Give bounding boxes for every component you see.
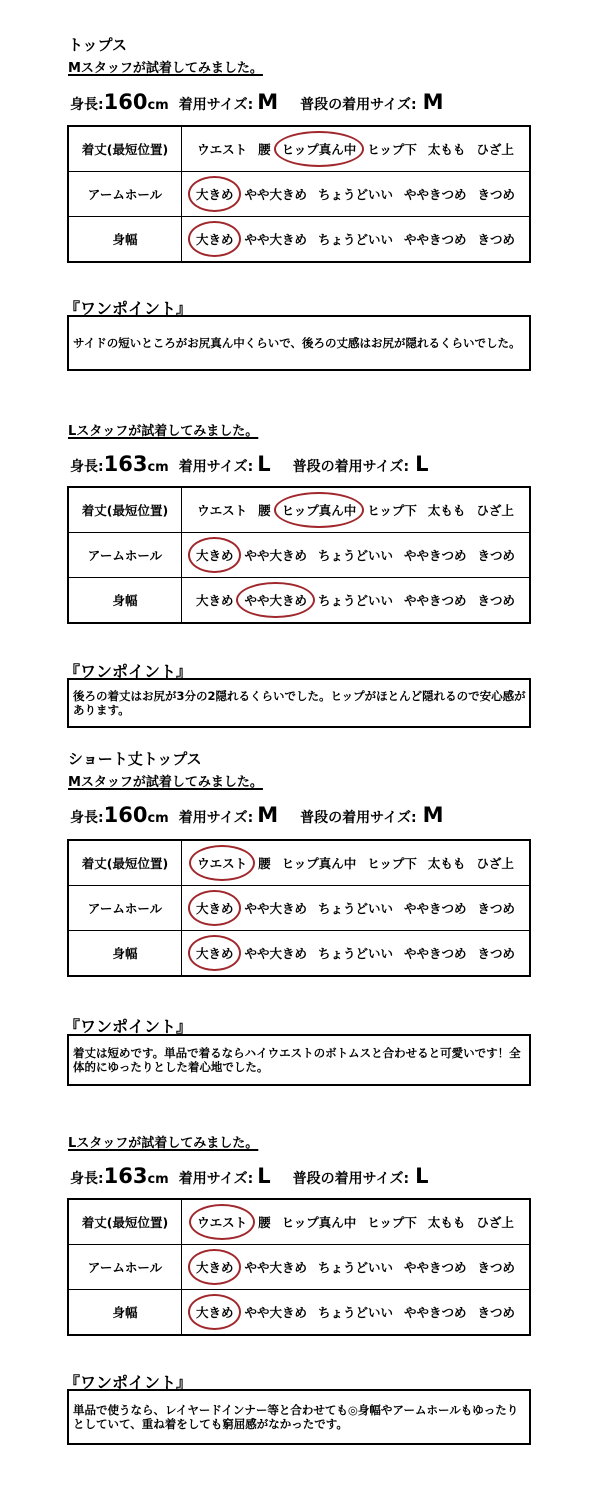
height-label: 身長: <box>70 810 104 826</box>
option: きつめ <box>477 901 516 916</box>
usual-size-value: M <box>422 803 444 827</box>
row-options <box>182 217 531 263</box>
option: きつめ <box>477 232 516 247</box>
row-label: 身幅 <box>68 578 182 624</box>
height-value: 160 <box>103 803 148 827</box>
row-options <box>182 126 531 172</box>
staff-heading: Mスタッフが試着してみました。 <box>68 61 263 76</box>
row-label: 着丈(最短位置) <box>68 840 182 886</box>
height-label: 身長: <box>70 97 104 113</box>
table-row <box>68 533 530 578</box>
option: 太もも <box>427 1215 466 1230</box>
usual-size-label: 普段の着用サイズ: <box>292 1171 410 1187</box>
option: ヒップ下 <box>367 142 417 157</box>
option: ややきつめ <box>404 548 467 563</box>
table-row <box>68 172 530 217</box>
row-label: 着丈(最短位置) <box>68 126 182 172</box>
option-selected: 大きめ <box>195 901 234 916</box>
size-value: M <box>257 90 279 114</box>
option: ちょうどいい <box>317 901 393 916</box>
option: ちょうどいい <box>317 1260 393 1275</box>
size-value: M <box>257 803 279 827</box>
option: ややきつめ <box>404 232 467 247</box>
option: ちょうどいい <box>317 946 393 961</box>
option-selected: ウエスト <box>197 856 248 871</box>
option-selected: ヒップ真ん中 <box>281 503 357 518</box>
option-selected: 大きめ <box>195 548 234 563</box>
row-label: 身幅 <box>68 931 182 977</box>
size-label: 着用サイズ: <box>178 97 254 113</box>
row-options <box>182 840 531 886</box>
note-text: サイドの短いところがお尻真ん中くらいで、後ろの丈感はお尻が隠れるくらいでした。 <box>73 336 521 350</box>
fit-table <box>67 839 531 977</box>
option: ややきつめ <box>404 1305 467 1320</box>
option: やや大きめ <box>244 901 307 916</box>
option: ややきつめ <box>404 946 467 961</box>
note-box <box>67 315 531 371</box>
row-label: アームホール <box>68 533 182 578</box>
row-label: 着丈(最短位置) <box>68 1199 182 1245</box>
height-label: 身長: <box>70 459 104 475</box>
usual-size-label: 普段の着用サイズ: <box>292 459 410 475</box>
fit-table <box>67 125 531 263</box>
table-row <box>68 886 530 931</box>
option: きつめ <box>477 1305 516 1320</box>
row-options <box>182 931 531 977</box>
size-label: 着用サイズ: <box>178 1171 254 1187</box>
option: ヒップ真ん中 <box>281 1215 357 1230</box>
usual-size-label: 普段の着用サイズ: <box>300 97 417 113</box>
table-row <box>68 578 530 624</box>
option-selected: ウエスト <box>197 1215 248 1230</box>
height-value: 163 <box>103 1164 148 1188</box>
option: きつめ <box>477 548 516 563</box>
option: ややきつめ <box>404 187 467 202</box>
option: やや大きめ <box>244 548 307 563</box>
option: 太もも <box>427 856 466 871</box>
option: ウエスト <box>197 142 248 157</box>
option: ややきつめ <box>404 901 467 916</box>
size-label: 着用サイズ: <box>178 810 254 826</box>
note-text: 後ろの着丈はお尻が3分の2隠れるくらいでした。ヒップがほとんど隠れるので安心感があります。 <box>73 689 526 717</box>
option-selected: ヒップ真ん中 <box>281 142 357 157</box>
option: ちょうどいい <box>317 187 393 202</box>
option: ちょうどいい <box>317 548 393 563</box>
row-label: アームホール <box>68 886 182 931</box>
option: きつめ <box>477 187 516 202</box>
table-row <box>68 217 530 263</box>
row-options <box>182 533 531 578</box>
height-label: 身長: <box>70 1171 104 1187</box>
option: ひざ上 <box>476 1215 514 1230</box>
option: ひざ上 <box>476 142 514 157</box>
option: ややきつめ <box>404 593 467 608</box>
staff-heading: Mスタッフが試着してみました。 <box>68 775 263 790</box>
row-label: 着丈(最短位置) <box>68 487 182 533</box>
table-row <box>68 1290 530 1336</box>
row-options <box>182 578 531 624</box>
option: 腰 <box>258 1215 271 1230</box>
row-label: アームホール <box>68 1245 182 1290</box>
option-selected: 大きめ <box>195 187 234 202</box>
size-label: 着用サイズ: <box>178 459 254 475</box>
row-options <box>182 172 531 217</box>
row-options <box>182 886 531 931</box>
note-box <box>67 678 531 728</box>
option: 太もも <box>427 142 466 157</box>
section-title: トップス <box>68 36 127 54</box>
row-options <box>182 1245 531 1290</box>
option: ややきつめ <box>404 1260 467 1275</box>
row-options <box>182 487 531 533</box>
option: 太もも <box>427 503 466 518</box>
usual-size-value: L <box>415 452 429 476</box>
usual-size-label: 普段の着用サイズ: <box>300 810 417 826</box>
option: きつめ <box>477 1260 516 1275</box>
option-selected: 大きめ <box>195 1305 234 1320</box>
option: ウエスト <box>197 503 248 518</box>
option: ちょうどいい <box>317 232 393 247</box>
option: ひざ上 <box>476 503 514 518</box>
option: やや大きめ <box>244 1260 307 1275</box>
height-unit: cm <box>147 460 169 475</box>
measurement-line <box>70 803 444 827</box>
option: ヒップ下 <box>367 503 417 518</box>
row-options <box>182 1290 531 1336</box>
note-text: 単品で使うなら、レイヤードインナー等と合わせても◎身幅やアームホールもゆったりとしていて、重ね着をしても窮屈感がなかったです。 <box>73 1403 519 1431</box>
table-row <box>68 126 530 172</box>
onepoint-label: 『ワンポイント』 <box>64 1373 193 1392</box>
height-unit: cm <box>147 98 169 113</box>
option: やや大きめ <box>244 187 307 202</box>
option: 大きめ <box>195 593 234 608</box>
row-label: アームホール <box>68 172 182 217</box>
option: きつめ <box>477 946 516 961</box>
option: やや大きめ <box>244 1305 307 1320</box>
row-label: 身幅 <box>68 217 182 263</box>
onepoint-label: 『ワンポイント』 <box>64 299 193 318</box>
usual-size-value: M <box>422 90 444 114</box>
row-label: 身幅 <box>68 1290 182 1336</box>
height-unit: cm <box>147 1172 169 1187</box>
fit-table <box>67 486 531 624</box>
section-title: ショート丈トップス <box>68 750 202 768</box>
table-row <box>68 931 530 977</box>
option: ひざ上 <box>476 856 514 871</box>
option: やや大きめ <box>244 232 307 247</box>
height-value: 160 <box>103 90 148 114</box>
option: ヒップ下 <box>367 1215 417 1230</box>
option: ヒップ真ん中 <box>281 856 357 871</box>
onepoint-label: 『ワンポイント』 <box>64 662 193 681</box>
option-selected: やや大きめ <box>244 593 307 608</box>
note-box <box>67 1034 531 1086</box>
option: 腰 <box>258 503 271 518</box>
row-options <box>182 1199 531 1245</box>
table-row <box>68 487 530 533</box>
fit-table <box>67 1198 531 1336</box>
table-row <box>68 840 530 886</box>
option: ヒップ下 <box>367 856 417 871</box>
size-value: L <box>257 452 271 476</box>
measurement-line <box>70 90 444 114</box>
option: 腰 <box>258 142 271 157</box>
option: 腰 <box>258 856 271 871</box>
staff-heading: Lスタッフが試着してみました。 <box>68 424 259 439</box>
measurement-line <box>70 452 428 476</box>
usual-size-value: L <box>415 1164 429 1188</box>
table-row <box>68 1245 530 1290</box>
option-selected: 大きめ <box>195 946 234 961</box>
staff-heading: Lスタッフが試着してみました。 <box>68 1136 259 1151</box>
option-selected: 大きめ <box>195 1260 234 1275</box>
onepoint-label: 『ワンポイント』 <box>64 1017 193 1036</box>
measurement-line <box>70 1164 428 1188</box>
height-value: 163 <box>103 452 148 476</box>
option: ちょうどいい <box>317 593 393 608</box>
option: きつめ <box>477 593 516 608</box>
size-value: L <box>257 1164 271 1188</box>
table-row <box>68 1199 530 1245</box>
height-unit: cm <box>147 811 169 826</box>
note-box <box>67 1389 531 1445</box>
option-selected: 大きめ <box>195 232 234 247</box>
option: やや大きめ <box>244 946 307 961</box>
note-text: 着丈は短めです。単品で着るならハイウエストのボトムスと合わせると可愛いです！全体的にゆったりとした着心地でした。 <box>73 1046 521 1074</box>
option: ちょうどいい <box>317 1305 393 1320</box>
